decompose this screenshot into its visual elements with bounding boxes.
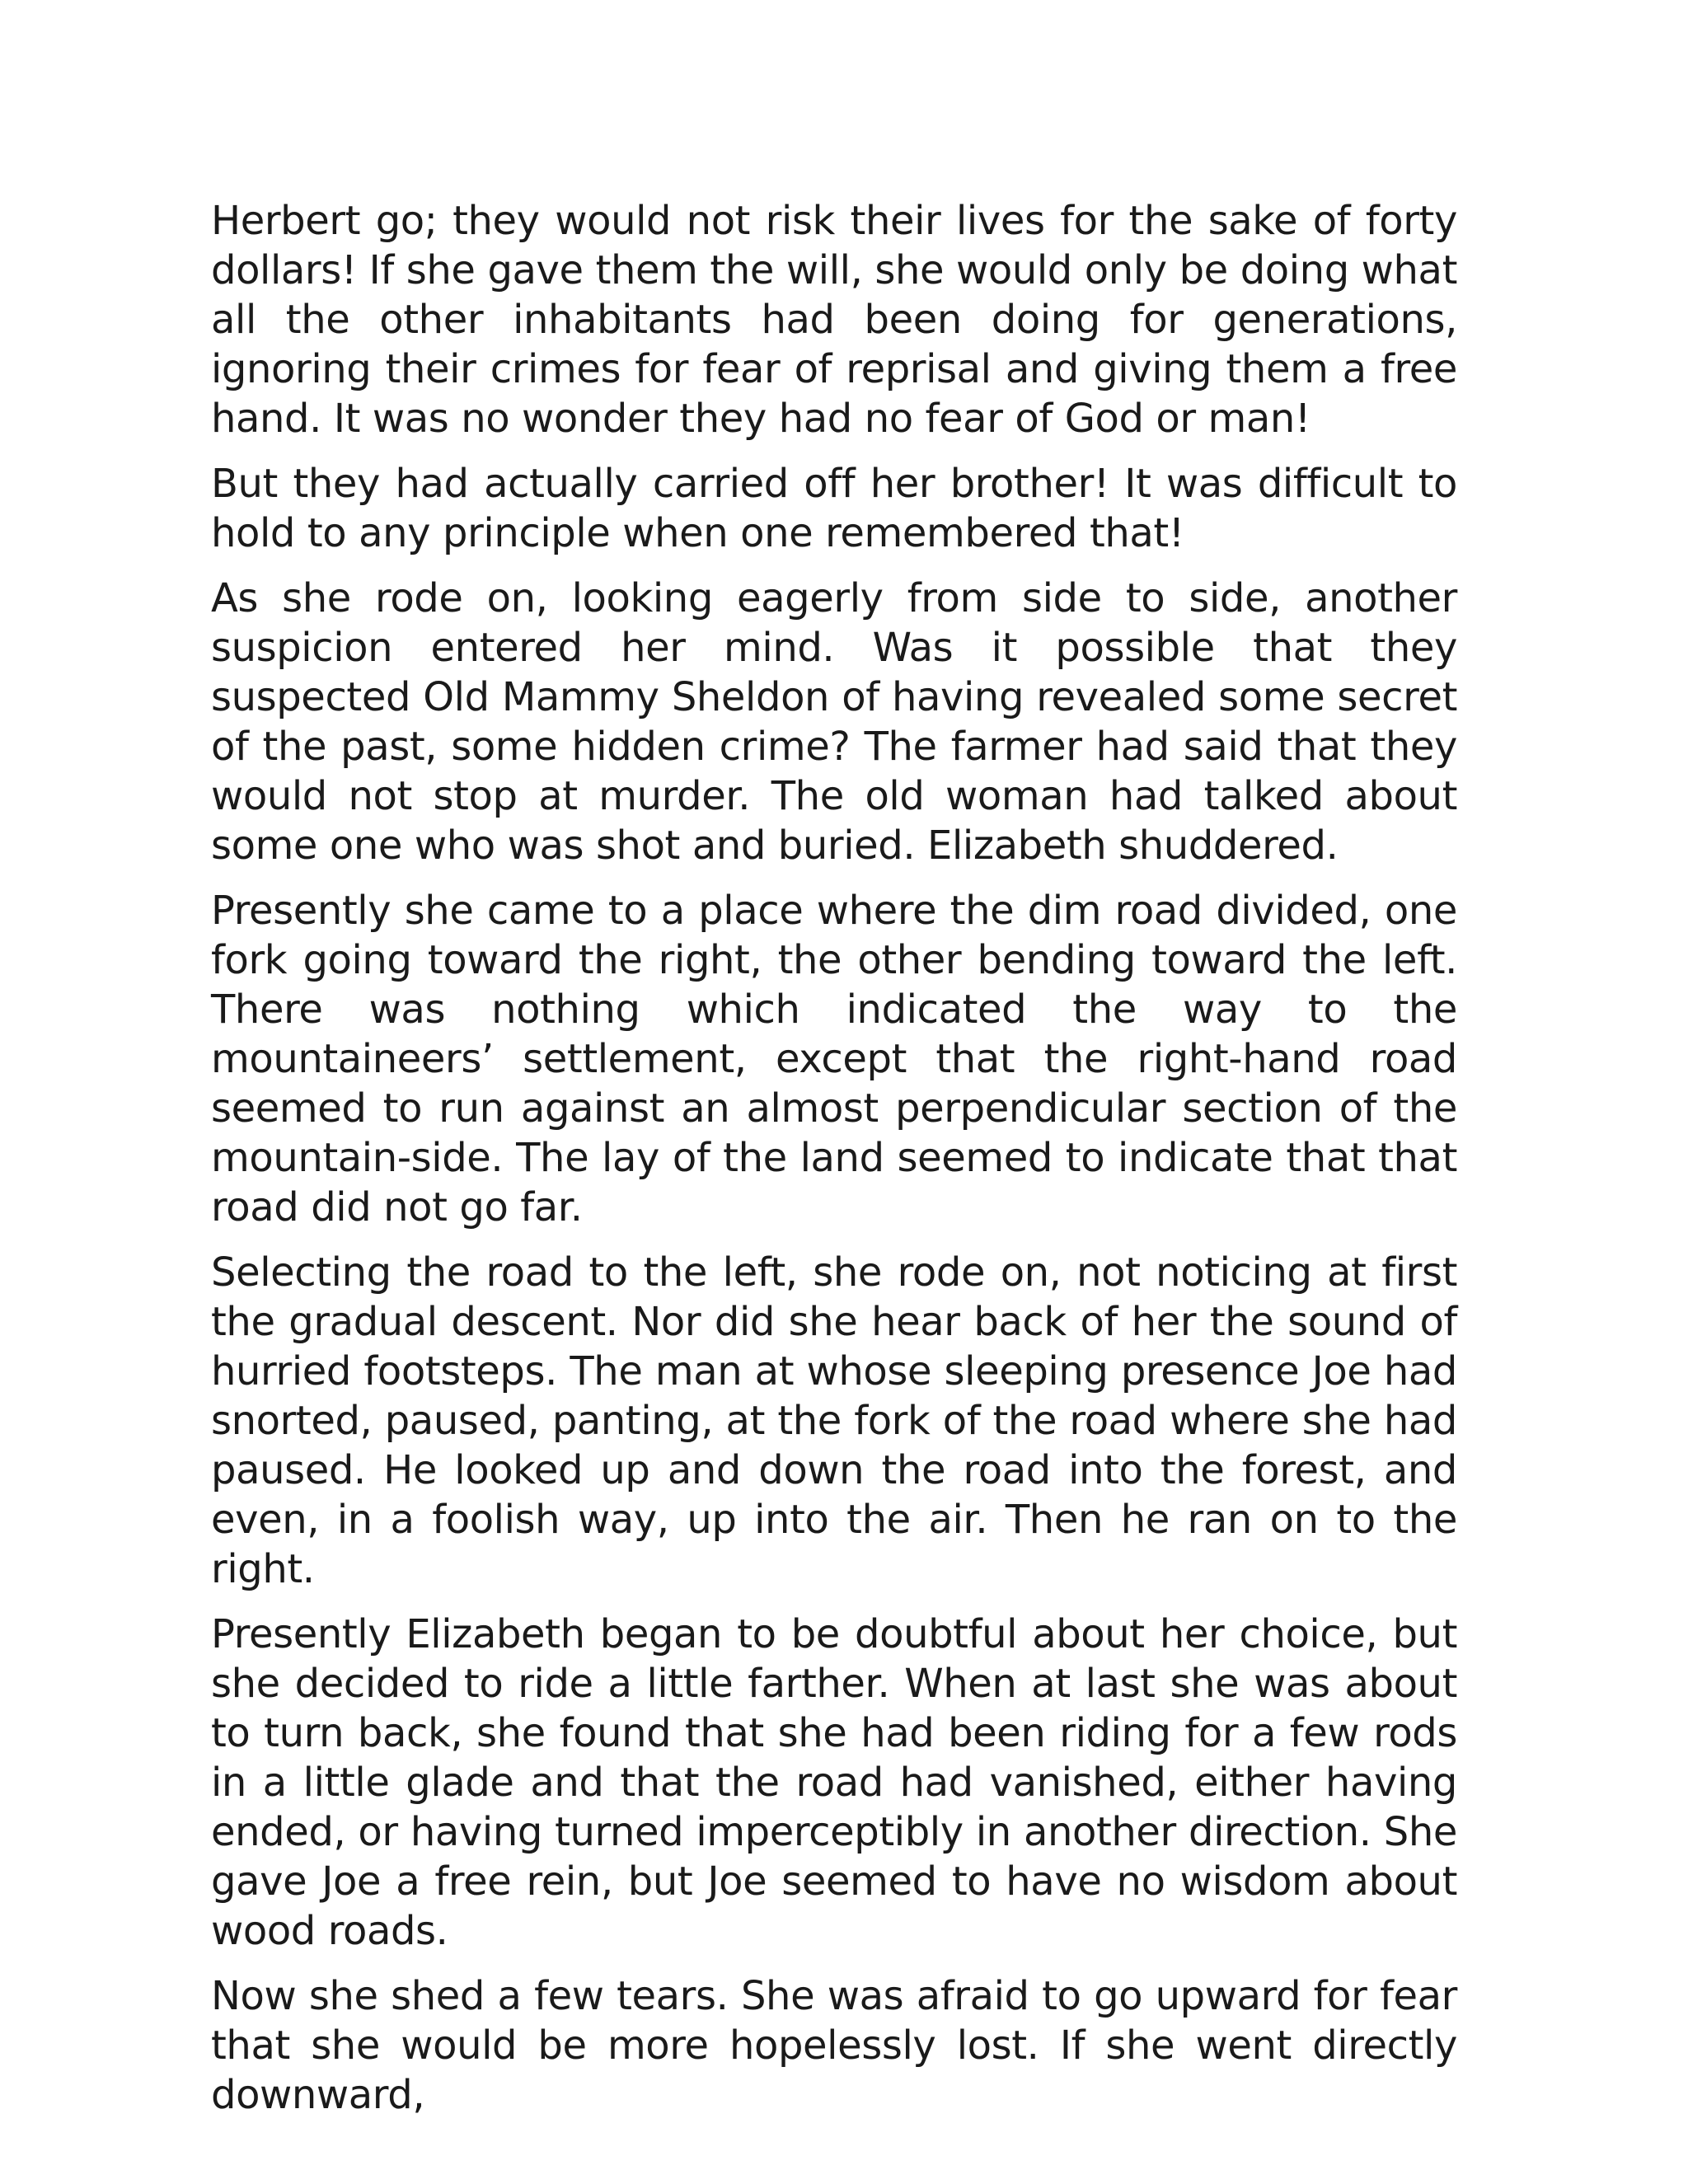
- paragraph: Herbert go; they would not risk their lives for the sake of forty dollars! If she gave them the will, she would only be doing what all the other inhabitants had been doing for generations, ignoring their crimes for fear of reprisal and giving them a free hand. It was no wonder they had no fear of God or man!: [211, 198, 1457, 442]
- body-text: [211, 196, 1457, 2135]
- paragraph: Now she shed a few tears. She was afraid to go upward for fear that she would be more hopelessly lost. If she went directly downward,: [211, 1973, 1457, 2118]
- paragraph: Presently she came to a place where the dim road divided, one fork going toward the right, the other bending toward the left. There was nothing which indicated the way to the mountaineers’ settlement, except that the right-hand road seemed to run against an almost perpendicular section of the mountain-side. The lay of the land seemed to indicate that that road did not go far.: [211, 888, 1457, 1230]
- paragraph: But they had actually carried off her brother! It was difficult to hold to any principle when one remembered that!: [211, 461, 1457, 556]
- paragraph: Selecting the road to the left, she rode on, not noticing at first the gradual descent. Nor did she hear back of her the sound of hurried footsteps. The man at whose sleeping presence Joe had snorted, paused, panting, at the fork of the road where she had paused. He looked up and down the road into the forest, and even, in a foolish way, up into the air. Then he ran on to the right.: [211, 1249, 1457, 1592]
- paragraph: As she rode on, looking eagerly from side to side, another suspicion entered her mind. Was it possible that they suspected Old Mammy Sheldon of having revealed some secret of the past, some hidden crime? The farmer had said that they would not stop at murder. The old woman had talked about some one who was shot and buried. Elizabeth shuddered.: [211, 575, 1457, 869]
- paragraph: Presently Elizabeth began to be doubtful about her choice, but she decided to ride a little farther. When at last she was about to turn back, she found that she had been riding for a few rods in a little glade and that the road had vanished, either having ended, or having turned imperceptibly in another direction. She gave Joe a free rein, but Joe seemed to have no wisdom about wood roads.: [211, 1611, 1457, 1954]
